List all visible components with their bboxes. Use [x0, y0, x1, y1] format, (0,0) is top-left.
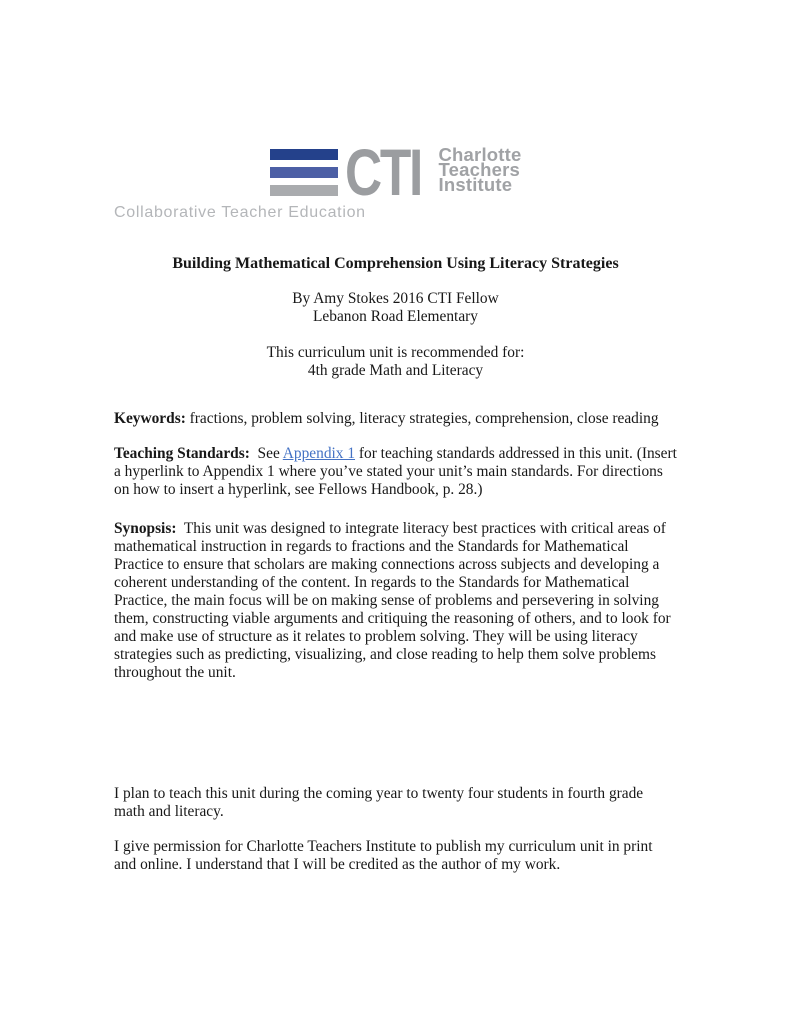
permission-paragraph: I give permission for Charlotte Teachers Institute to publish my curriculum unit in print and online. I understand that I will be credited as the author of my work.: [114, 838, 657, 873]
synopsis-text: This unit was designed to integrate literacy best practices with critical areas of mathematical instruction in regards to fractions and the Standards for Mathematical Practice to ensure that scholars are making connections across subjects and developing a coherent understanding of the content. In regards to the Standards for Mathematical Practice, the main focus will be on making sense of problems and persevering in solving them, constructing viable arguments and critiquing the reasoning of others, and to look for and make use of structure as it relates to problem solving. They will be using literacy strategies such as predicting, visualizing, and close reading to help them solve problems throughout the unit.: [114, 520, 675, 681]
synopsis-label: Synopsis:: [114, 520, 177, 537]
keywords-text: fractions, problem solving, literacy strategies, comprehension, close reading: [185, 410, 659, 427]
recommended-intro: This curriculum unit is recommended for:: [266, 344, 525, 361]
wordmark-line-3: Institute: [438, 173, 513, 195]
cti-logo: [114, 135, 677, 222]
document-title: Building Mathematical Comprehension Using Literacy Strategies: [172, 255, 619, 272]
cti-logo-row: [270, 135, 522, 209]
keywords-paragraph: [114, 410, 677, 428]
logo-bar-top: [270, 149, 338, 160]
teaching-standards-label: Teaching Standards:: [114, 445, 250, 462]
teaching-standards-paragraph: [114, 445, 681, 499]
cti-logo-acronym-box: [344, 135, 433, 209]
author-school: Lebanon Road Elementary: [313, 308, 478, 325]
cti-logo-acronym: CTI: [344, 135, 421, 209]
cti-logo-bars-icon: [270, 149, 338, 196]
appendix-1-link[interactable]: Appendix 1: [282, 445, 356, 462]
recommended-grade: 4th grade Math and Literacy: [307, 362, 484, 379]
synopsis-paragraph: [114, 520, 677, 682]
teaching-standards-text-after-link: for teaching standards addressed in this unit. (Insert a hyperlink to Appendix 1 where you’ve stated your unit’s main standards. For directions on how to insert a hyperlink, see Fellows Handbook, p. 28.): [114, 445, 681, 498]
cti-logo-wordmark: [438, 144, 522, 195]
wordmark-line-1: Charlotte: [438, 144, 522, 165]
author-byline: By Amy Stokes 2016 CTI Fellow: [292, 290, 499, 307]
recommended-block: [114, 344, 677, 380]
byline-block: [114, 290, 677, 326]
keywords-label: Keywords:: [114, 410, 186, 427]
logo-bar-bottom: [270, 185, 338, 196]
teaching-standards-text-before-link: See: [249, 445, 283, 462]
plan-paragraph: I plan to teach this unit during the coming year to twenty four students in fourth grade math and literacy.: [114, 785, 648, 820]
logo-bar-middle: [270, 167, 338, 178]
wordmark-line-2: Teachers: [438, 158, 520, 180]
cti-logo-tagline: Collaborative Teacher Education: [114, 204, 366, 221]
